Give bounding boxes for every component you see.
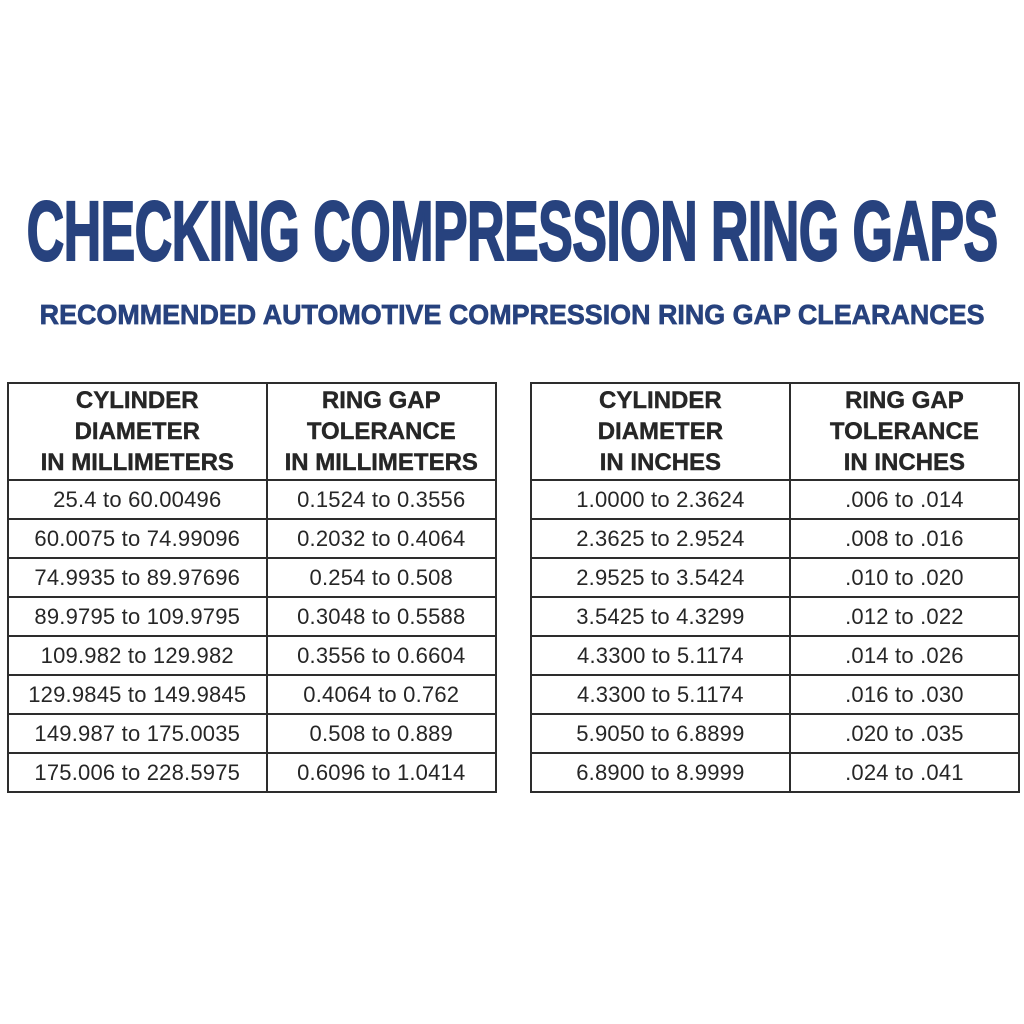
table-cell: .016 to .030 <box>790 675 1019 714</box>
table-row <box>8 714 496 753</box>
header-ring-gap-tolerance-mm <box>267 383 496 480</box>
table-cell: 0.2032 to 0.4064 <box>267 519 496 558</box>
table-row <box>531 480 1019 519</box>
table-row <box>8 675 496 714</box>
header-line: IN MILLIMETERS <box>40 449 234 476</box>
table-row <box>531 675 1019 714</box>
header-line: TOLERANCE <box>306 418 456 445</box>
table-row <box>8 636 496 675</box>
table-cell: 6.8900 to 8.9999 <box>531 753 790 792</box>
table-cell: 1.0000 to 2.3624 <box>531 480 790 519</box>
table-cell: .010 to .020 <box>790 558 1019 597</box>
header-ring-gap-tolerance-in <box>790 383 1019 480</box>
table-cell: 0.254 to 0.508 <box>267 558 496 597</box>
table-cell: 0.508 to 0.889 <box>267 714 496 753</box>
table-cell: .008 to .016 <box>790 519 1019 558</box>
header-line: CYLINDER <box>599 387 722 414</box>
table-cell: .012 to .022 <box>790 597 1019 636</box>
table-inches <box>530 382 1020 793</box>
table-cell: 0.6096 to 1.0414 <box>267 753 496 792</box>
table-row <box>8 480 496 519</box>
table-row <box>8 753 496 792</box>
header-line: RING GAP <box>321 387 441 414</box>
table-cell: 109.982 to 129.982 <box>8 636 267 675</box>
table-millimeters <box>7 382 497 793</box>
page-subtitle <box>0 295 1024 335</box>
header-line: RING GAP <box>845 387 964 414</box>
table-millimeters-body <box>8 480 496 792</box>
header-cylinder-diameter-in <box>531 383 790 480</box>
header-line: DIAMETER <box>74 418 200 445</box>
page-title-text: CHECKING COMPRESSION RING GAPS <box>26 183 998 278</box>
header-line: CYLINDER <box>75 387 199 414</box>
table-cell: 129.9845 to 149.9845 <box>8 675 267 714</box>
table-cell: 89.9795 to 109.9795 <box>8 597 267 636</box>
table-cell: .020 to .035 <box>790 714 1019 753</box>
table-row <box>531 597 1019 636</box>
header-line: IN MILLIMETERS <box>284 449 478 476</box>
table-row <box>531 714 1019 753</box>
page-subtitle-text: RECOMMENDED AUTOMOTIVE COMPRESSION RING GAP CLEARANCES <box>39 299 985 330</box>
table-cell: .014 to .026 <box>790 636 1019 675</box>
table-cell: 25.4 to 60.00496 <box>8 480 267 519</box>
table-cell: 2.3625 to 2.9524 <box>531 519 790 558</box>
header-row <box>8 383 496 480</box>
table-row <box>531 558 1019 597</box>
table-cell: 3.5425 to 4.3299 <box>531 597 790 636</box>
header-line: IN INCHES <box>843 449 966 476</box>
table-cell: 0.1524 to 0.3556 <box>267 480 496 519</box>
table-cell: 4.3300 to 5.1174 <box>531 636 790 675</box>
table-cell: .006 to .014 <box>790 480 1019 519</box>
table-cell: 5.9050 to 6.8899 <box>531 714 790 753</box>
header-cylinder-diameter-mm <box>8 383 267 480</box>
page-title <box>0 183 1024 278</box>
header-row <box>531 383 1019 480</box>
table-row <box>531 753 1019 792</box>
tables-container <box>7 382 1020 793</box>
table-cell: 0.4064 to 0.762 <box>267 675 496 714</box>
table-inches-head <box>531 383 1019 480</box>
table-row <box>8 519 496 558</box>
table-inches-body <box>531 480 1019 792</box>
header-line: TOLERANCE <box>829 418 979 445</box>
table-cell: 0.3556 to 0.6604 <box>267 636 496 675</box>
table-cell: 175.006 to 228.5975 <box>8 753 267 792</box>
header-line: DIAMETER <box>597 418 724 445</box>
table-row <box>531 636 1019 675</box>
header-line: IN INCHES <box>599 449 722 476</box>
table-cell: 60.0075 to 74.99096 <box>8 519 267 558</box>
table-cell: 0.3048 to 0.5588 <box>267 597 496 636</box>
table-cell: 2.9525 to 3.5424 <box>531 558 790 597</box>
table-row <box>8 597 496 636</box>
table-cell: 149.987 to 175.0035 <box>8 714 267 753</box>
table-millimeters-head <box>8 383 496 480</box>
table-cell: 4.3300 to 5.1174 <box>531 675 790 714</box>
table-row <box>8 558 496 597</box>
table-cell: .024 to .041 <box>790 753 1019 792</box>
table-cell: 74.9935 to 89.97696 <box>8 558 267 597</box>
table-row <box>531 519 1019 558</box>
